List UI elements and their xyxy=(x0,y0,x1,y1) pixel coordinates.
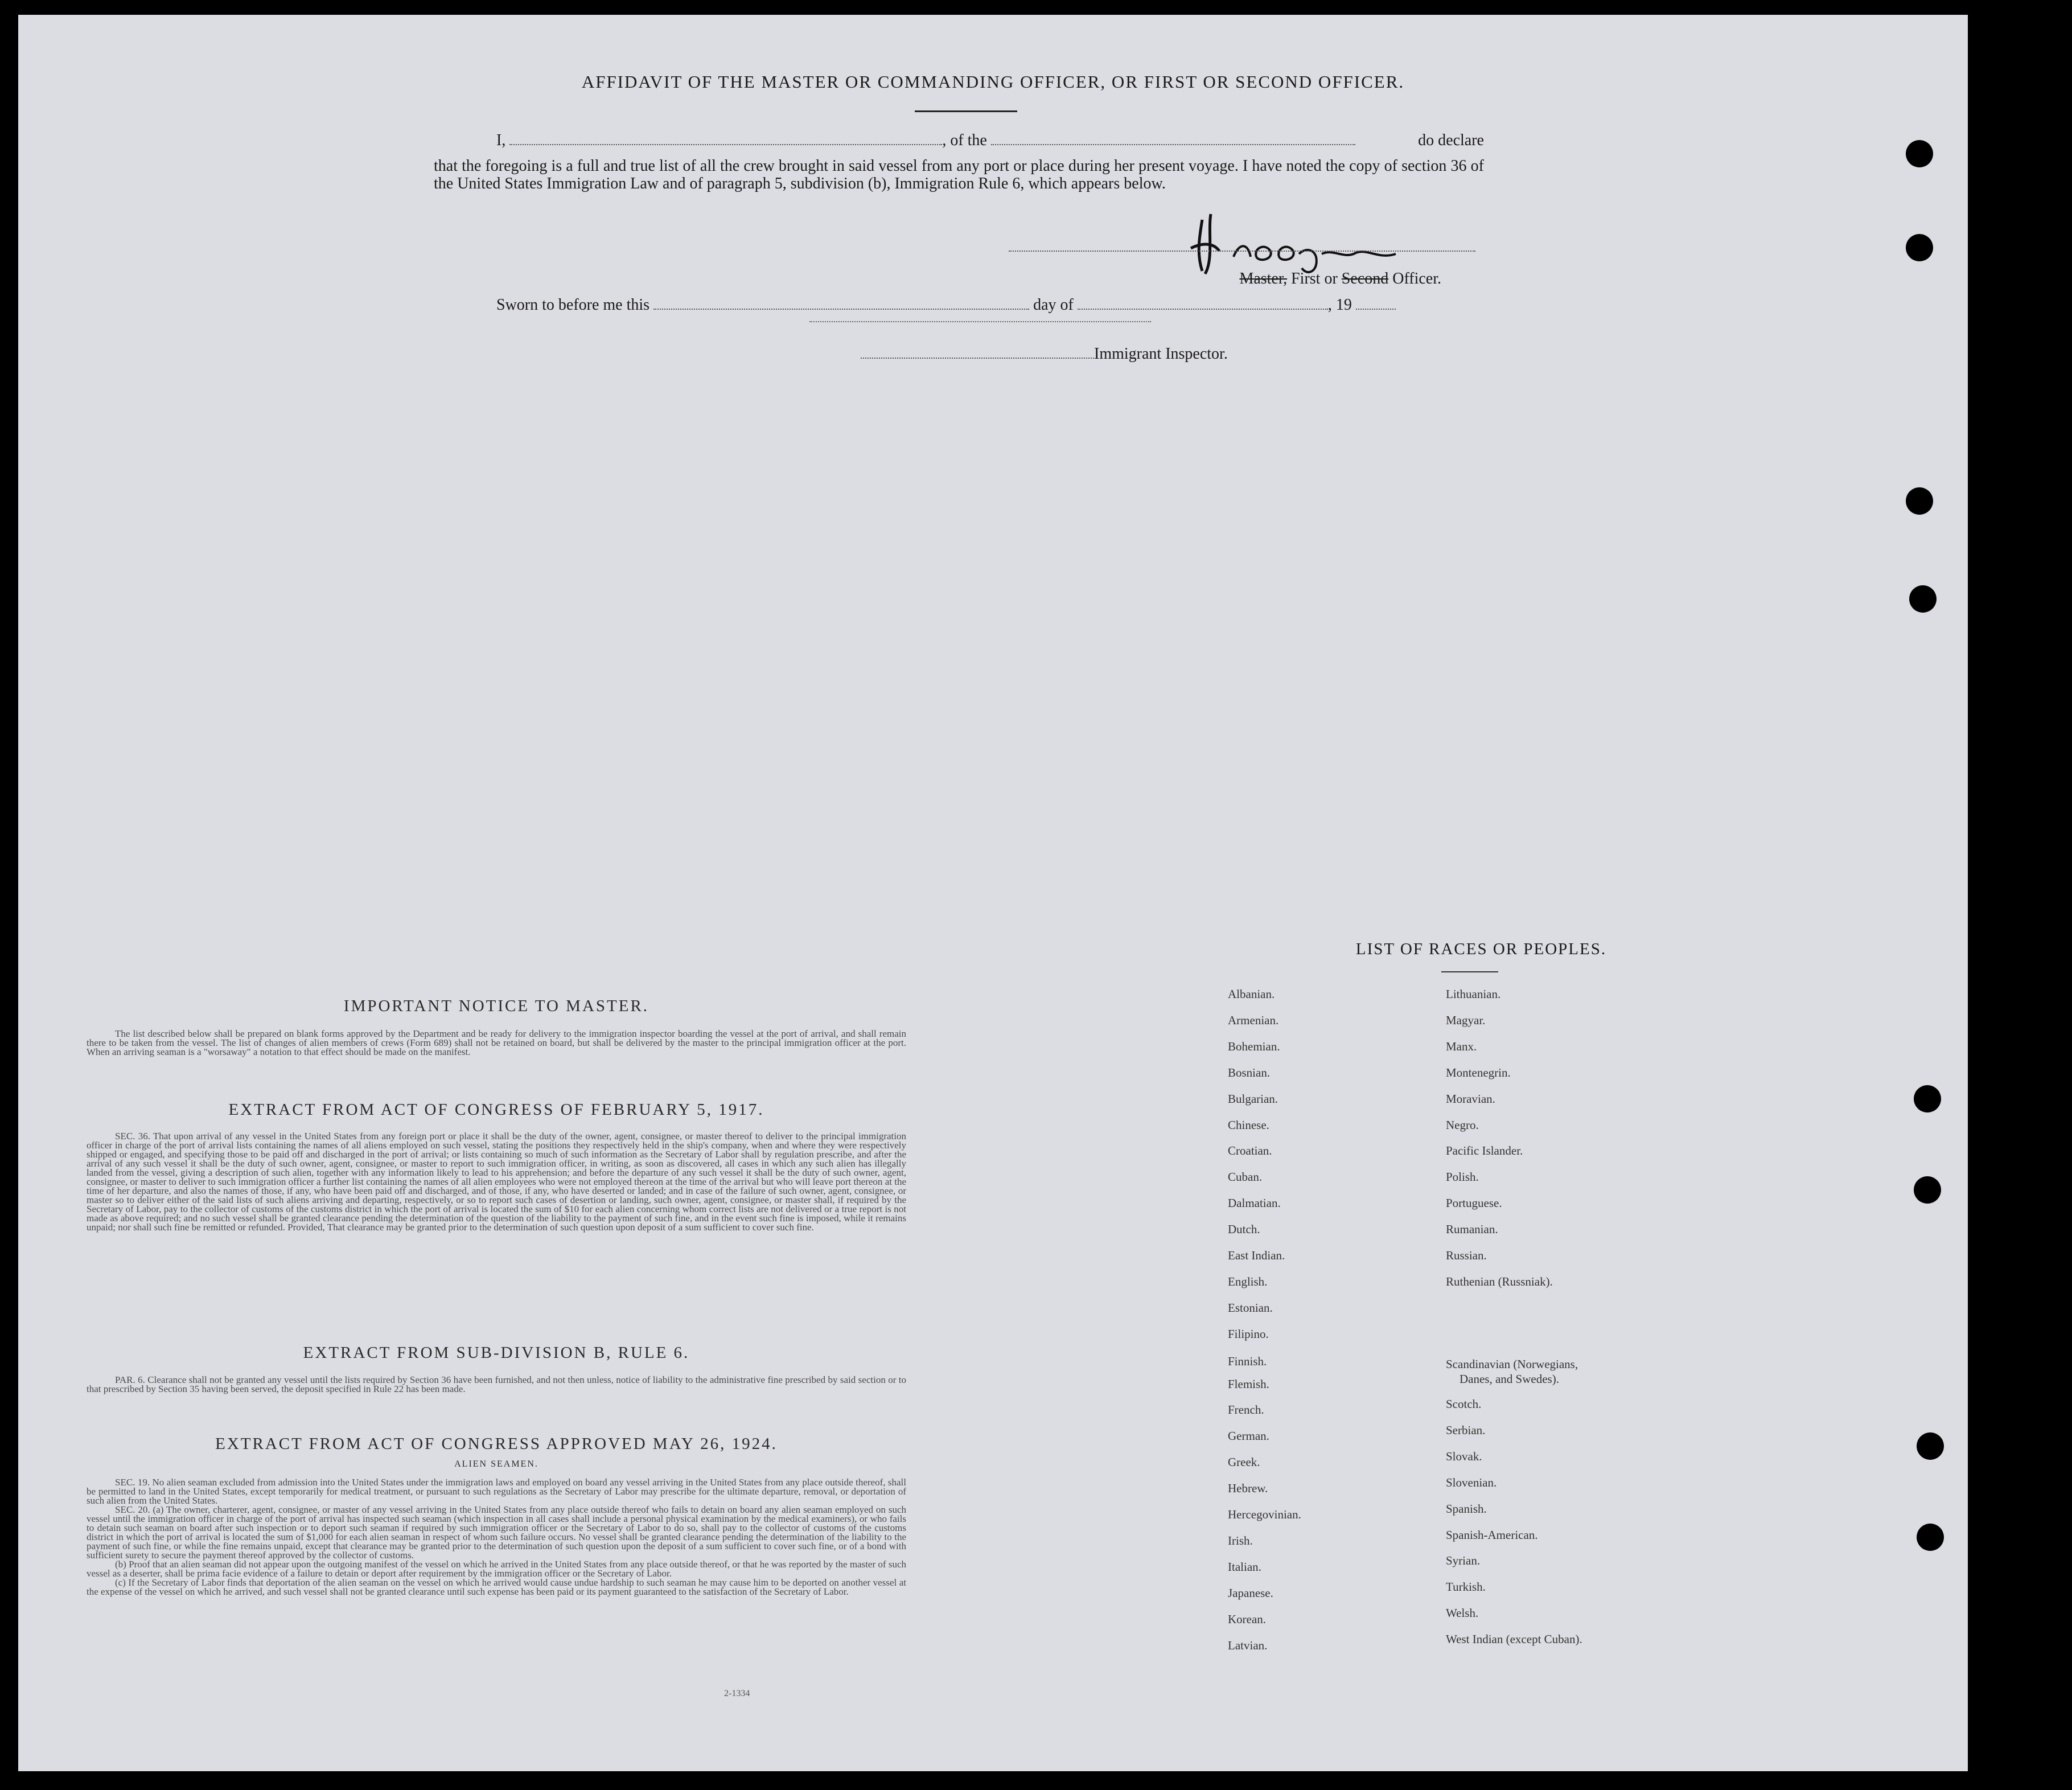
race-scandinavian xyxy=(1446,1357,1578,1386)
extract-1917-body: SEC. 36. That upon arrival of any vessel in the United States from any foreign port or place it shall be the duty of the owner, agent, consignee, or master thereof to deliver to the principal immigration officer in charge of the port of arrival lists containing the names of all aliens employed on such vessel, stating the positions they respectively held in the ship's company, when and where they were respectively shipped or engaged, and specifying those to be paid off and discharged in the port of arrival; or lists containing so much of such information as the Secretary of Labor shall by regulation prescribe, and after the arrival of any such vessel it shall be the duty of such owner, agent, consignee, or master to report to such immigration officer, in writing, as soon as discovered, all cases in which any such alien has illegally landed from the vessel, giving a description of such alien, together with any information likely to lead to his apprehension; and before the departure of any such vessel it shall be the duty of such owner, agent, consignee, or master to deliver to such immigration officer a further list containing the names of all alien employees who were not employed thereon at the time of the arrival but who will leave port thereon at the time of her departure, and also the names of those, if any, who have been paid off and discharged, and of those, if any, who have deserted or landed; and in case of the failure of such owner, agent, consignee, or master so to deliver either of the said lists of such aliens arriving and departing, respectively, or so to report such cases of desertion or landing, such owner, agent, consignee, or master shall, if required by the Secretary of Labor, pay to the collector of customs of the customs district in which the port of arrival is located the sum of $10 for each alien concerning whom correct lists are not delivered or a true report is not made as above required; and no such vessel shall be granted clearance pending the determination of the question of the liability to the payment of such fine, and in the event such fine is imposed, while it remains unpaid; nor shall such fine be remitted or refunded. Provided, That clearance may be granted prior to the determination of such question upon deposit of a sum sufficient to cover such fine. xyxy=(87,1131,906,1233)
race-item: Finnish. xyxy=(1228,1354,1267,1368)
race-item: Manx. xyxy=(1446,1039,1477,1053)
race-item: Hercegovinian. xyxy=(1228,1508,1301,1521)
punch-hole xyxy=(1917,1432,1944,1460)
race-item: Korean. xyxy=(1228,1612,1267,1626)
race-item: Rumanian. xyxy=(1446,1222,1498,1237)
punch-hole xyxy=(1909,585,1937,613)
declare-label: do declare xyxy=(1418,132,1484,149)
punch-hole xyxy=(1906,140,1933,167)
punch-hole xyxy=(1917,1524,1944,1551)
race-item: Estonian. xyxy=(1228,1300,1273,1315)
separator-line xyxy=(809,321,1151,322)
race-scandinavian-line2: Danes, and Swedes). xyxy=(1460,1372,1559,1386)
race-item: Dalmatian. xyxy=(1228,1196,1281,1210)
race-item: East Indian. xyxy=(1228,1249,1285,1262)
name-field[interactable] xyxy=(509,144,942,145)
races-title-underline xyxy=(1441,971,1498,972)
extract-rule6-body: PAR. 6. Clearance shall not be granted any vessel until the lists required by Section 36 have been furnished, and not then unless, notice of liability to the administrative fine prescribed by said section or to that prescribed by Section 35 having been served, the deposit specified in Rule 22 has been made. xyxy=(87,1374,906,1394)
sworn-date-field[interactable] xyxy=(653,309,1029,310)
year-field[interactable] xyxy=(1356,309,1396,310)
year-label: , 19 xyxy=(1327,296,1352,314)
races-title: LIST OF RACES OR PEOPLES. xyxy=(1355,940,1607,958)
second-struck: Second xyxy=(1341,270,1389,288)
punch-hole xyxy=(1906,487,1933,515)
notice-title: IMPORTANT NOTICE TO MASTER. xyxy=(343,997,649,1015)
race-item: Magyar. xyxy=(1446,1013,1486,1027)
punch-hole xyxy=(1914,1085,1941,1112)
race-item: Russian. xyxy=(1446,1249,1487,1262)
race-item: Filipino. xyxy=(1228,1327,1269,1341)
race-item: Scotch. xyxy=(1446,1397,1482,1411)
extract-1924-subtitle: ALIEN SEAMEN. xyxy=(454,1459,538,1469)
race-item: French. xyxy=(1228,1403,1264,1417)
vessel-field[interactable] xyxy=(991,144,1355,145)
race-item: Montenegrin. xyxy=(1446,1065,1511,1079)
race-item: Croatian. xyxy=(1228,1144,1272,1158)
signature-line xyxy=(1009,251,1475,252)
race-item: Slovak. xyxy=(1446,1449,1482,1463)
race-item: Polish. xyxy=(1446,1170,1479,1184)
race-item: Ruthenian (Russniak). xyxy=(1446,1274,1553,1288)
of-the-label: , of the xyxy=(942,132,987,149)
race-item: Japanese. xyxy=(1228,1586,1273,1600)
race-item: Latvian. xyxy=(1228,1638,1268,1652)
punch-hole xyxy=(1906,234,1933,261)
extract-1924-title: EXTRACT FROM ACT OF CONGRESS APPROVED MAY 26, 1924. xyxy=(215,1435,778,1453)
extract-1924-body: SEC. 19. No alien seaman excluded from admission into the United States under the immigration laws and employed on board any vessel arriving in the United States from any place outside thereof, shall be permitted to land in the United States, except temporarily for medical treatment, or pursuant to such regulations as the Secretary of Labor may prescribe for the ultimate departure, removal, or deportation of such alien from the United States. SEC. 20. (a) The owner, charterer, agent, consignee, or master of any vessel arriving in the United States from any place outside thereof who fails to detain on board any alien seaman employed on such vessel until the immigration officer in charge of the port of arrival has inspected such seaman (which inspection in all cases shall include a personal physical examination by the medical examiners), or who fails to detain such seaman on board after such inspection or to deport such seaman if required by such immigration officer or the Secretary of Labor to do so, shall pay to the collector of customs of the customs district in which the port of arrival is located the sum of $1,000 for each alien seaman in respect of whom such failure occurs. No vessel shall be granted clearance pending the determination of the liability to the payment of such fine, or while the fine remains unpaid, except that clearance may be granted prior to the determination of such question upon the deposit of a sum sufficient to cover such fine, or of a bond with sufficient surety to secure the payment thereof approved by the collector of customs. (b) Proof that an alien seaman did not appear upon the outgoing manifest of the vessel on which he arrived in the United States from any place outside thereof, or that he was reported by the master of such vessel as a deserter, shall be prima facie evidence of a failure to detain or deport after requirement by the immigration officer or the Secretary of Labor. (c) If the Secretary of Labor finds that deportation of the alien seaman on the vessel on which he arrived would cause undue hardship to such seaman he may cause him to be deported on another vessel at the expense of the vessel on which he arrived, and such vessel shall not be granted clearance until such expense has been paid or its payment guaranteed to the satisfaction of the Secretary of Labor. xyxy=(87,1477,906,1597)
race-item: Pacific Islander. xyxy=(1446,1144,1523,1158)
race-item: Greek. xyxy=(1228,1455,1260,1469)
race-item: German. xyxy=(1228,1429,1269,1443)
race-item: Slovenian. xyxy=(1446,1475,1497,1489)
race-item: Welsh. xyxy=(1446,1606,1479,1620)
punch-hole xyxy=(1914,1176,1941,1204)
inspector-label: Immigrant Inspector. xyxy=(1094,345,1228,363)
race-item: Chinese. xyxy=(1228,1118,1269,1132)
race-item: English. xyxy=(1228,1274,1268,1288)
race-item: Hebrew. xyxy=(1228,1481,1268,1496)
first-or-label: First or xyxy=(1287,270,1342,288)
race-item: Negro. xyxy=(1446,1118,1479,1132)
race-item: West Indian (except Cuban). xyxy=(1446,1632,1582,1647)
race-item: Turkish. xyxy=(1446,1580,1486,1594)
race-item: Bosnian. xyxy=(1228,1065,1271,1079)
race-item: Moravian. xyxy=(1446,1091,1495,1106)
officer-label: Officer. xyxy=(1388,270,1441,288)
officer-title xyxy=(1157,270,1441,288)
sworn-line xyxy=(496,296,1453,314)
race-item: Spanish. xyxy=(1446,1501,1487,1516)
race-item: Dutch. xyxy=(1228,1222,1260,1237)
document-page xyxy=(18,15,1968,1771)
notice-body: The list described below shall be prepared on blank forms approved by the Department and be ready for delivery to the immigration inspector boarding the vessel at the port of arrival, and shall remain there to be taken from the vessel. The list of changes of alien members of crews (Form 689) shall not be retained on board, but shall be delivered by the master to the principal immigration officer at the port. When an arriving seaman is a "worsaway" a notation to that effect should be made on the manifest. xyxy=(87,1028,906,1057)
affidavit-declaration-line xyxy=(496,132,1484,150)
race-item: Armenian. xyxy=(1228,1013,1279,1027)
sworn-label: Sworn to before me this xyxy=(496,296,650,314)
month-field[interactable] xyxy=(1078,309,1328,310)
race-item: Flemish. xyxy=(1228,1377,1269,1391)
form-number: 2-1334 xyxy=(724,1689,750,1698)
affidavit-title: AFFIDAVIT OF THE MASTER OR COMMANDING OFFICER, OR FIRST OR SECOND OFFICER. xyxy=(581,72,1405,92)
race-item: Albanian. xyxy=(1228,987,1275,1001)
race-item: Irish. xyxy=(1228,1533,1253,1547)
race-item: Serbian. xyxy=(1446,1423,1486,1437)
race-item: Syrian. xyxy=(1446,1554,1481,1568)
inspector-line xyxy=(861,345,1293,363)
race-item: Lithuanian. xyxy=(1446,987,1501,1001)
title-underline xyxy=(915,110,1017,112)
extract-1917-title: EXTRACT FROM ACT OF CONGRESS OF FEBRUARY 5, 1917. xyxy=(228,1101,764,1119)
race-item: Bulgarian. xyxy=(1228,1091,1278,1106)
affidavit-paragraph: that the foregoing is a full and true list of all the crew brought in said vessel from any port or place during her present voyage. I have noted the copy of section 36 of the United States Immigration Law and of paragraph 5, subdivision (b), Immigration Rule 6, which appears below. xyxy=(434,157,1484,192)
day-of-label: day of xyxy=(1033,296,1074,314)
master-struck: Master, xyxy=(1239,270,1288,288)
inspector-signature-field[interactable] xyxy=(861,358,1094,359)
race-item: Spanish-American. xyxy=(1446,1528,1538,1542)
extract-rule6-title: EXTRACT FROM SUB-DIVISION B, RULE 6. xyxy=(303,1344,690,1362)
race-item: Cuban. xyxy=(1228,1170,1263,1184)
race-item: Portuguese. xyxy=(1446,1196,1502,1210)
race-item: Bohemian. xyxy=(1228,1039,1280,1053)
race-scandinavian-line1: Scandinavian (Norwegians, xyxy=(1446,1357,1578,1371)
i-label: I, xyxy=(496,132,506,149)
race-item: Italian. xyxy=(1228,1559,1261,1574)
